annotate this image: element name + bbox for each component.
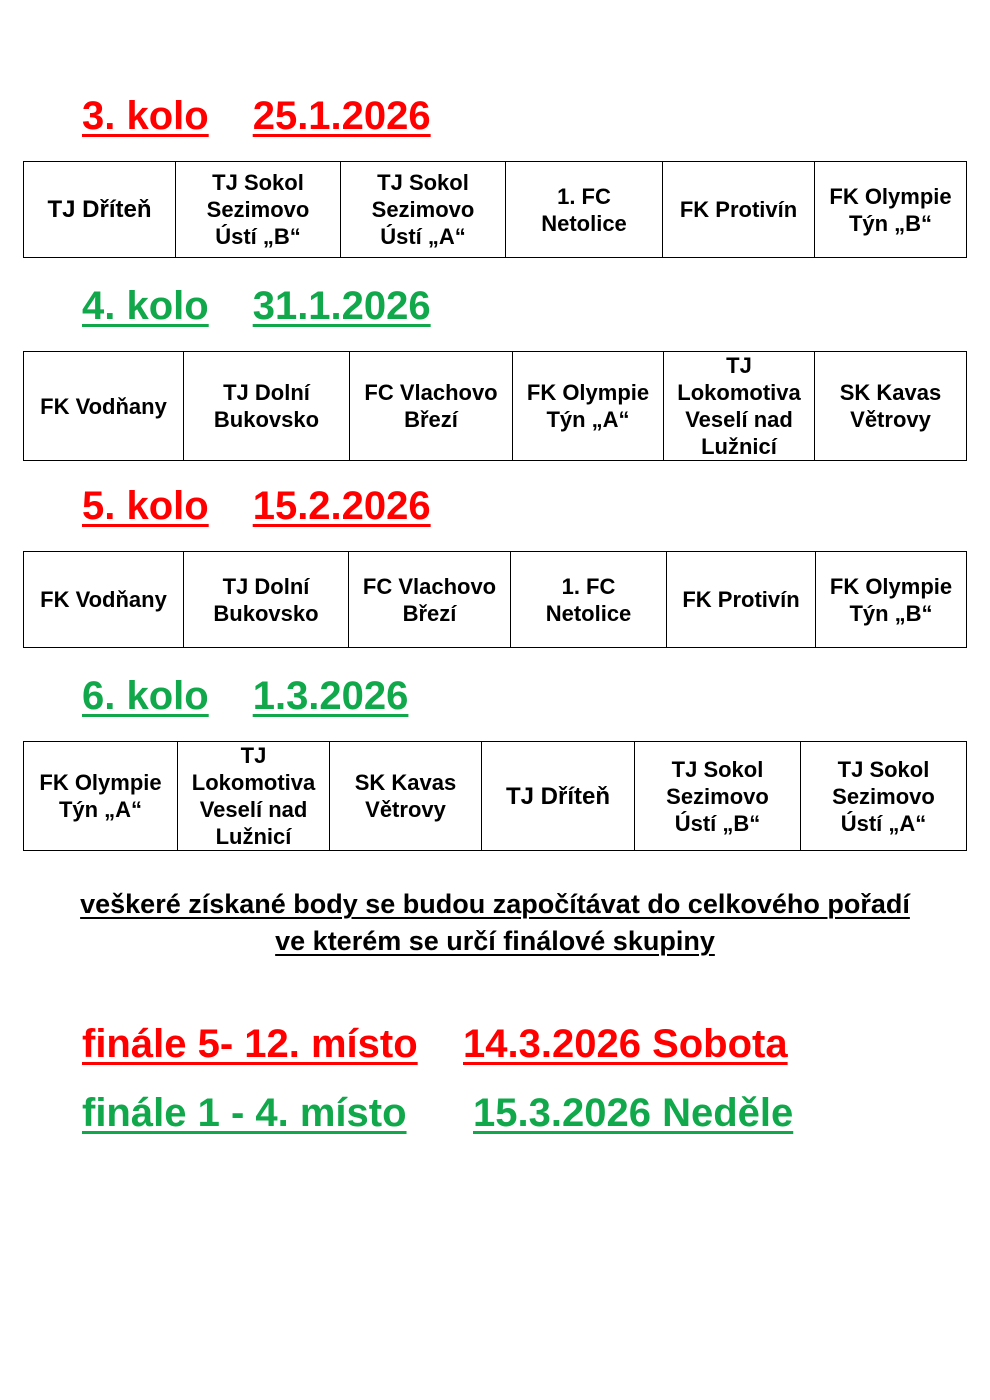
final-1-4-date: 15.3.2026 Neděle [473,1091,794,1135]
team-cell: SK Kavas Větrovy [815,352,967,461]
team-cell: TJ Sokol Sezimovo Ústí „A“ [341,162,506,258]
team-cell: TJ Dříteň [24,162,176,258]
round-6-teams-table [23,741,967,851]
final-5-12-label: finále 5- 12. místo [82,1022,418,1066]
round-5-teams-table [23,551,967,648]
team-cell: TJ Dolní Bukovsko [184,552,349,648]
round-4-teams-table [23,351,967,461]
round-label: 5. kolo [82,484,209,528]
table-row [24,352,967,461]
round-date: 15.2.2026 [252,484,431,528]
team-cell: TJ Dříteň [482,742,635,851]
team-cell: FK Olympie Týn „B“ [815,162,967,258]
team-cell: TJ Sokol Sezimovo Ústí „A“ [801,742,967,851]
round-date: 1.3.2026 [252,674,409,718]
team-cell: FK Olympie Týn „A“ [24,742,178,851]
team-cell: FC Vlachovo Březí [349,552,511,648]
round-label: 4. kolo [82,284,209,328]
team-cell: TJ Lokomotiva Veselí nad Lužnicí [178,742,330,851]
round-label: 3. kolo [82,94,209,138]
round-3-heading [82,96,431,136]
table-row [24,162,967,258]
round-4-heading [82,286,431,326]
team-cell: FK Protivín [667,552,816,648]
team-cell: TJ Sokol Sezimovo Ústí „B“ [635,742,801,851]
team-cell: 1. FC Netolice [511,552,667,648]
round-5-heading [82,486,431,526]
round-3-teams-table [23,161,967,258]
round-date: 31.1.2026 [252,284,431,328]
team-cell: FC Vlachovo Březí [350,352,513,461]
team-cell: 1. FC Netolice [506,162,663,258]
round-6-heading [82,676,408,716]
round-label: 6. kolo [82,674,209,718]
team-cell: SK Kavas Větrovy [330,742,482,851]
standings-note [0,886,990,960]
note-line-1: veškeré získané body se budou započítávat do celkového pořadí [80,889,910,919]
team-cell: FK Protivín [663,162,815,258]
team-cell: FK Vodňany [24,352,184,461]
table-row [24,742,967,851]
team-cell: TJ Dolní Bukovsko [184,352,350,461]
team-cell: FK Vodňany [24,552,184,648]
team-cell: FK Olympie Týn „B“ [816,552,967,648]
final-1-4-label: finále 1 - 4. místo [82,1091,407,1135]
note-line-2: ve kterém se určí finálové skupiny [275,926,715,956]
round-date: 25.1.2026 [252,94,431,138]
team-cell: TJ Lokomotiva Veselí nad Lužnicí [664,352,815,461]
table-row [24,552,967,648]
team-cell: TJ Sokol Sezimovo Ústí „B“ [176,162,341,258]
team-cell: FK Olympie Týn „A“ [513,352,664,461]
final-5-12-date: 14.3.2026 Sobota [463,1022,788,1066]
